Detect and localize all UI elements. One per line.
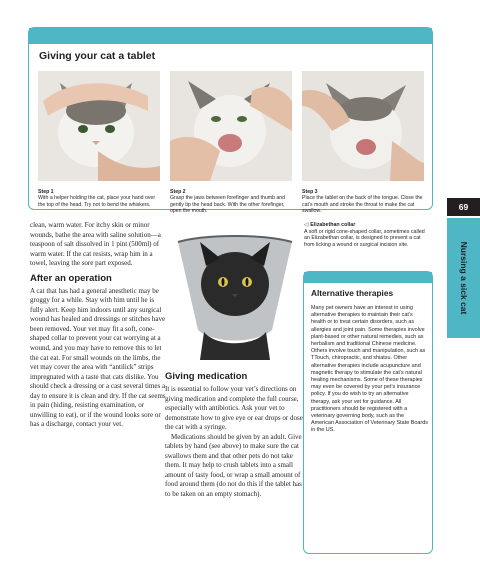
giving-medication-heading: Giving medication xyxy=(165,371,248,382)
step-1-title: Step 1 xyxy=(38,189,54,195)
body-column-1 xyxy=(30,221,166,430)
elizabethan-collar-photo xyxy=(176,232,294,360)
alt-box-text: Many pet owners have an interest in using alternative therapies to maintain their cat’s health or to treat certain disorders, such as allergies and joint pain. Some therapies involve plant-based or other natural remedies, such as herbalism and traditional Chinese medicine. Others involve touch and manipulation, such as TTouch, chiropractic, and shiatsu. Other alternative therapies include acupuncture and magnetic therapy to stimulate the cat’s natural healing mechanisms. Some of these therapies may even be covered by your pet’s insurance policy. If you do wish to try an alternative therapy, ask your vet for guidance. All practitioners should be registered with a veterinary governing body, such as the American Association of Veterinary State Boards in the US. xyxy=(311,305,428,434)
intro-paragraph: clean, warm water. For itchy skin or minor wounds, bathe the area with saline solution—a teaspoon of salt dissolved in 1 pint (500ml) of warm water. If the cat resists, wrap him in a towel, leaving the sore part exposed. xyxy=(30,221,161,268)
step-2-text: Grasp the jaws between forefinger and thumb and gently tip the head back. With the other forefinger, open the mouth. xyxy=(170,195,286,215)
alt-box-title: Alternative therapies xyxy=(311,288,394,298)
section-label xyxy=(447,218,480,338)
after-operation-paragraph: A cat that has had a general anesthetic may be groggy for a while. Stay with him until he is fully alert. Keep him indoors until any surgical wound has healed and dressings or stitches have been removed. Your vet may fit a soft, cone-shaped collar to prevent your cat worrying at a wound, and you may have to remove this to let the cat eat. For small wounds on the limbs, the vet may cover the area with “antilick” strips impregnated with a taste that cats dislike. You should check a dressing or a cast several times a day to ensure it is clean and dry. If the cat seems in pain (hiding, resisting examination, or unwilling to eat), or if the wound looks sore or has a discharge, contact your vet. xyxy=(30,286,166,429)
after-operation-heading: After an operation xyxy=(30,272,112,284)
alt-box-header-bar xyxy=(304,272,432,283)
collar-caption xyxy=(304,222,432,248)
page-number: 69 xyxy=(447,198,480,216)
step-1-text: With a helper holding the cat, place your hand over the top of the head. Try not to bend the whiskers. xyxy=(38,195,156,208)
step-3-text: Place the tablet on the back of the tongue. Close the cat’s mouth and stroke the throat to make the cat swallow. xyxy=(302,195,423,215)
chapter-side-tab xyxy=(447,198,480,338)
step-2-title: Step 2 xyxy=(170,189,186,195)
caption-title: Elizabethan collar xyxy=(310,222,356,228)
body-column-2 xyxy=(165,367,305,500)
tablet-box-header-bar xyxy=(29,28,432,44)
step-3-photo xyxy=(302,71,424,181)
medication-paragraph-2: Medications should be given by an adult. Give tablets by hand (see above) to make sure the cat swallows them and that other pets do not take them. It may help to crush tablets into a small amount of tasty food, or wrap a small amount of food around them (do not do this if the tablet has to be taken on an empty stomach). xyxy=(165,432,302,499)
caption-text: A soft or rigid cone-shaped collar, sometimes called an Elizabethan collar, is designed to prevent a cat from licking a wound or surgical incision site. xyxy=(304,228,425,248)
tablet-steps-box xyxy=(28,27,433,215)
top-rule xyxy=(0,0,480,5)
step-1 xyxy=(38,189,162,208)
tablet-box-title: Giving your cat a tablet xyxy=(39,50,156,62)
step-2 xyxy=(170,189,294,215)
medication-paragraph-1: It is essential to follow your vet’s directions on giving medication and complete the full course, especially with antibiotics. Ask your vet to demonstrate how to give eye or ear drops or dose the cat with a syringe. xyxy=(165,385,303,432)
caption-arrow-icon: ◁ xyxy=(304,222,309,228)
alternative-therapies-box xyxy=(303,271,433,554)
step-1-photo xyxy=(38,71,160,181)
step-2-photo xyxy=(170,71,292,181)
step-3-title: Step 3 xyxy=(302,189,318,195)
section-label-text: Nursing a sick cat xyxy=(458,241,469,315)
step-3 xyxy=(302,189,426,215)
